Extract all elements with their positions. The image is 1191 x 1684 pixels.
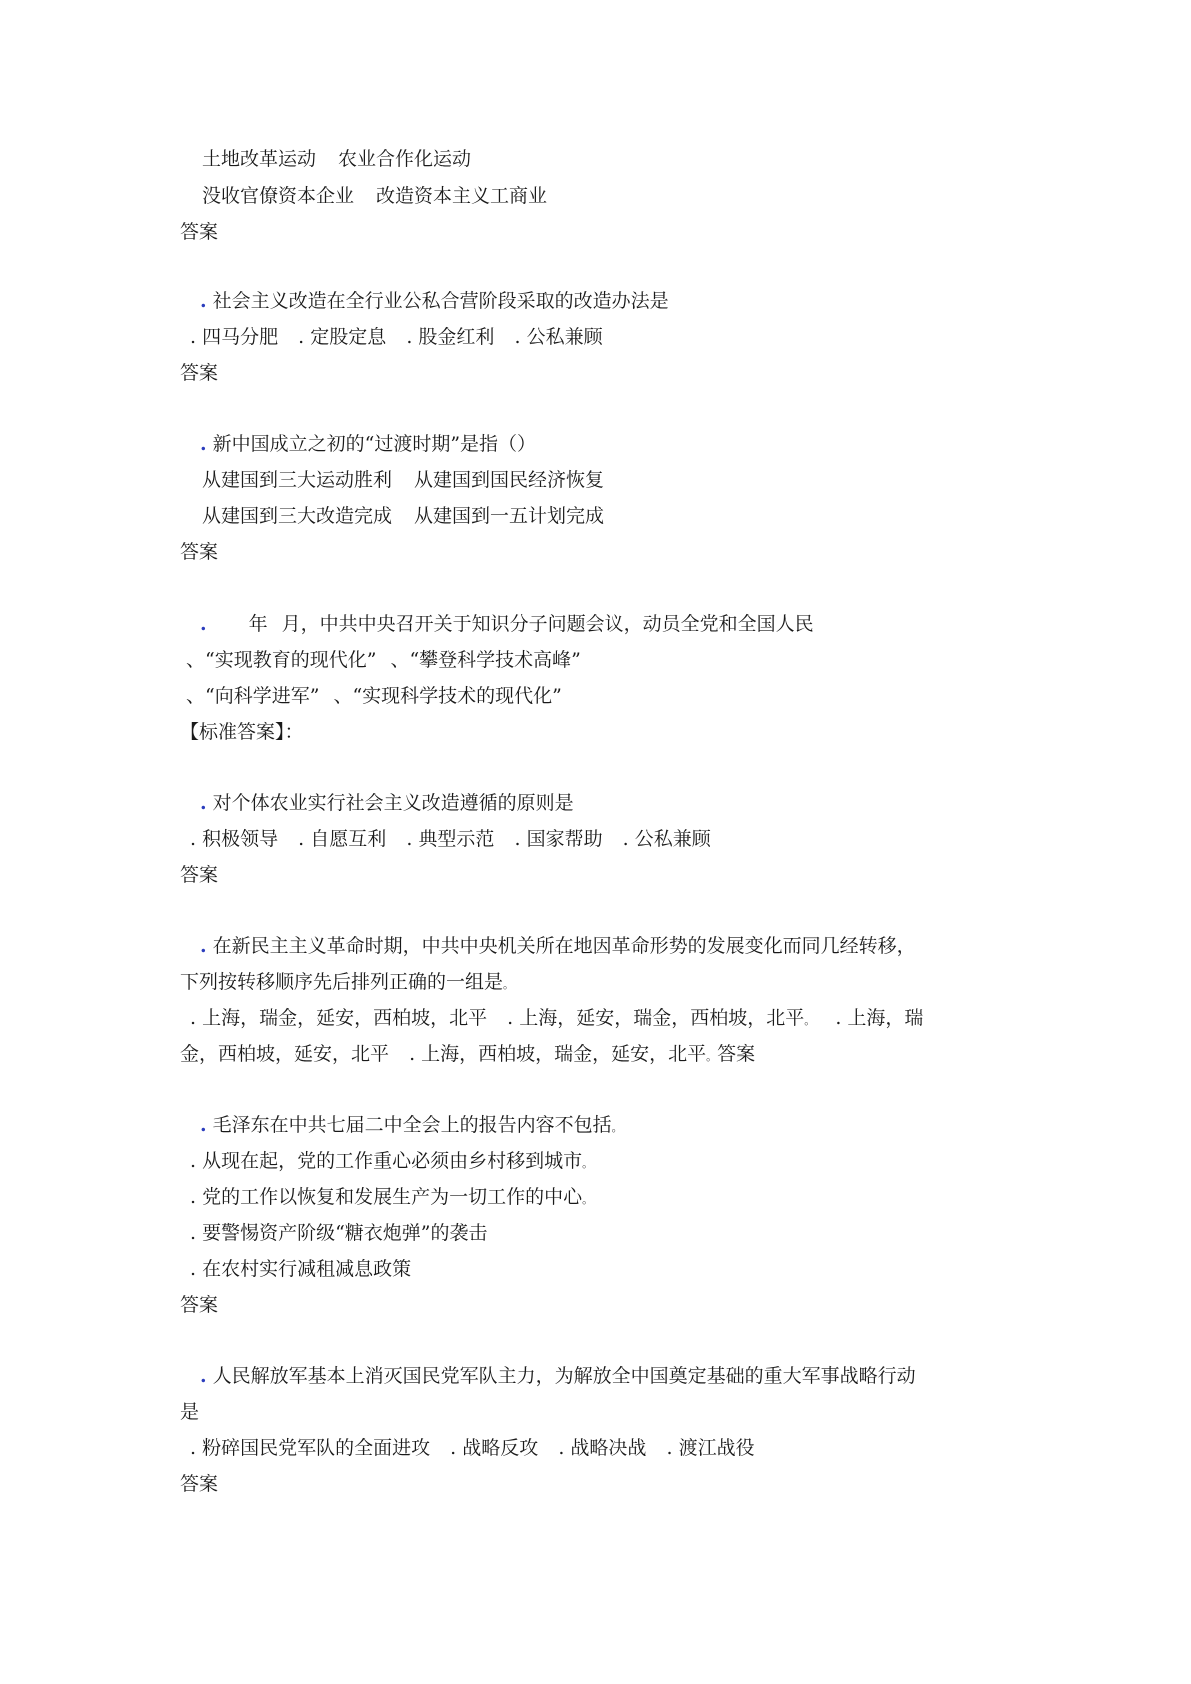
q1-text: 社会主义改造在全行业公私合营阶段采取的改造办法是 [212,290,669,312]
q0-option-row-2 [202,183,547,209]
q3-option-c: 、“向科学进军” [186,685,320,707]
q3-year: 年 [248,613,268,635]
q2-answer-label: 答案 [180,541,219,563]
q7-answer-label: 答案 [180,1473,219,1495]
q0-option-row-1 [202,146,471,172]
q2-option-row-1 [202,467,604,493]
q7-marker: . [200,1365,207,1387]
q6-text: 毛泽东在中共七届二中全会上的报告内容不包括 [212,1114,612,1136]
q1-option-d: 公私兼顾 [526,326,603,348]
q5-option-b: 上海，延安，瑞金，西柏坡，北平 [519,1007,805,1029]
q7-question-line-1 [200,1363,916,1389]
q4-text: 对个体农业实行社会主义改造遵循的原则是 [212,792,574,814]
q2-option-c: 从建国到三大改造完成 [202,505,393,527]
q1-option-b: 定股定息 [310,326,387,348]
q3-answer-label: 【标准答案】： [180,721,304,743]
q6-option-d: . 在农村实行减租减息政策 [190,1258,412,1280]
q1-marker: . [200,290,207,312]
q0-option: 改造资本主义工商业 [376,185,548,207]
q5-options-line-2: 金，西柏坡，延安，北平 . 上海，西柏坡，瑞金，延安，北平。答案 [180,1043,756,1065]
q5-answer-label: 答案 [717,1043,756,1065]
q0-option: 农业合作化运动 [338,148,472,170]
q3-option-a: 、“实现教育的现代化” [186,649,377,671]
q5-question-line-1 [200,933,916,959]
q0-option: 没收官僚资本企业 [202,185,355,207]
q7-option-a: 粉碎国民党军队的全面进攻 [202,1437,431,1459]
q4-options: . 积极领导 . 自愿互利 . 典型示范 . 国家帮助 . 公私兼顾 [190,828,711,850]
q3-marker: . [200,613,207,635]
q2-option-d: 从建国到一五计划完成 [414,505,605,527]
q2-marker: . [200,433,207,455]
q3-options-line-2 [186,683,562,709]
q7-text-1: 人民解放军基本上消灭国民党军队主力，为解放全中国奠定基础的重大军事战略行动 [212,1365,916,1387]
q4-option-b: 自愿互利 [310,828,387,850]
q5-option-c-start: 上海，瑞 [847,1007,924,1029]
q7-question-line-2: 是 [180,1401,200,1423]
q1-answer-label: 答案 [180,362,219,384]
q3-options-line-1 [186,647,581,673]
q7-option-c: 战略决战 [570,1437,647,1459]
q2-option-a: 从建国到三大运动胜利 [202,469,393,491]
q5-option-c-end: 金，西柏坡，延安，北平 [180,1043,390,1065]
q5-text-2: 下列按转移顺序先后排列正确的一组是 [180,971,504,993]
q5-option-a: 上海，瑞金，延安，西柏坡，北平 [202,1007,488,1029]
q5-marker: . [200,935,207,957]
q3-text: 月，中共中央召开关于知识分子问题会议，动员全党和全国人民 [281,613,814,635]
q6-option-b: . 党的工作以恢复和发展生产为一切工作的中心。 [190,1186,594,1208]
q3-option-d: 、“实现科学技术的现代化” [333,685,562,707]
q1-option-c: 股金红利 [418,326,495,348]
q6-option-c: . 要警惕资产阶级“糖衣炮弹”的袭击 [190,1222,488,1244]
q1-options: . 四马分肥 . 定股定息 . 股金红利 . 公私兼顾 [190,326,603,348]
q6-question: . 毛泽东在中共七届二中全会上的报告内容不包括。 [200,1114,623,1136]
q5-question-line-2: 下列按转移顺序先后排列正确的一组是。 [180,971,515,993]
q4-answer-label: 答案 [180,864,219,886]
q7-options: . 粉碎国民党军队的全面进攻 . 战略反攻 . 战略决战 . 渡江战役 [190,1437,755,1459]
q0-answer-label: 答案 [180,221,219,243]
q2-question [200,431,536,457]
q3-option-b: 、“攀登科学技术高峰” [390,649,581,671]
q5-options-line-1: . 上海，瑞金，延安，西柏坡，北平 . 上海，延安，瑞金，西柏坡，北平。 . 上海，瑞 [190,1007,924,1029]
q7-option-b: 战略反攻 [462,1437,539,1459]
q6-option-a: . 从现在起，党的工作重心必须由乡村移到城市。 [190,1150,594,1172]
q2-text: 新中国成立之初的“过渡时期”是指（） [212,433,537,455]
q2-option-b: 从建国到国民经济恢复 [414,469,605,491]
q5-text-1: 在新民主主义革命时期，中共中央机关所在地因革命形势的发展变化而同几经转移， [212,935,916,957]
q2-option-row-2 [202,503,604,529]
q4-question [200,790,574,816]
q4-option-d: 国家帮助 [526,828,603,850]
q6-answer-label: 答案 [180,1294,219,1316]
q0-option: 土地改革运动 [202,148,317,170]
q5-option-d: 上海，西柏坡，瑞金，延安，北平 [421,1043,707,1065]
q4-option-e: 公私兼顾 [634,828,711,850]
q4-marker: . [200,792,207,814]
q1-option-a: 四马分肥 [202,326,279,348]
q4-option-c: 典型示范 [418,828,495,850]
q6-marker: . [200,1114,207,1136]
q3-question [200,611,814,637]
q1-question [200,288,669,314]
q7-option-d: 渡江战役 [678,1437,755,1459]
q4-option-a: 积极领导 [202,828,279,850]
